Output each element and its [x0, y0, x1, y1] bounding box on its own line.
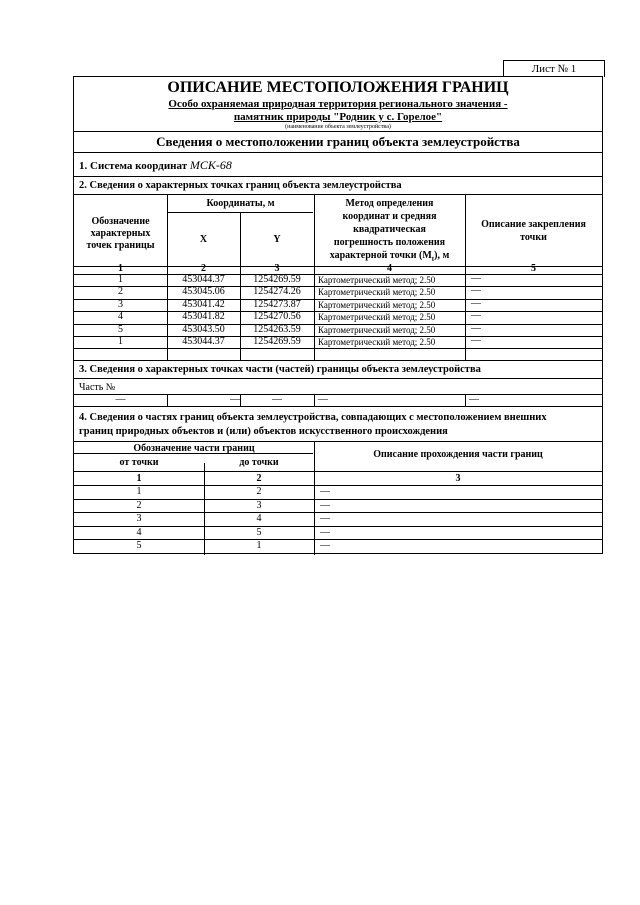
to-point: 4	[256, 513, 262, 524]
col-method-header: Метод определения координат и средняя квадратическая погрешность положения характерной точки $(M_t)$, м	[329, 198, 450, 263]
point-id: 2	[118, 286, 123, 298]
column-number: 5	[531, 263, 536, 274]
coord-y: 1254274.26	[253, 286, 301, 298]
section4-heading: 4. Сведения о частях границ объекта землеустройства, совпадающих с местоположением внешних границ природных объектов и (или) объектов искусственного происхождения	[79, 412, 547, 437]
divider	[74, 131, 602, 132]
column-number: 2	[256, 473, 262, 484]
to-point: 5	[256, 526, 262, 538]
col-y-header: Y	[273, 234, 281, 245]
route-desc: —	[320, 526, 330, 538]
part-label: Часть №	[79, 382, 116, 393]
section2-heading: 2. Сведения о характерных точках границ объекта землеустройства	[79, 180, 402, 191]
col-from-header: от точки	[119, 457, 159, 468]
route-desc: —	[320, 513, 330, 524]
from-point: 2	[136, 499, 142, 511]
point-id: 5	[118, 323, 123, 335]
empty-dash: —	[115, 394, 126, 405]
coord-y: 1254273.87	[253, 298, 301, 310]
coord-system-label: 1. Система координат	[79, 160, 190, 172]
coord-x: 453045.06	[182, 286, 225, 298]
col-route-header: Описание прохождения части границ	[373, 449, 543, 460]
empty-dash: —	[272, 394, 282, 405]
coord-y: 1254269.59	[253, 274, 301, 285]
method-cell: Картометрический метод; 2.50	[318, 299, 436, 310]
to-point: 3	[256, 499, 262, 511]
col-to-header: до точки	[239, 457, 279, 468]
grid-line	[167, 212, 313, 213]
coord-system-value: МСК-68	[189, 158, 232, 172]
to-point: 2	[256, 486, 262, 497]
col-x-header: X	[199, 234, 208, 245]
divider	[74, 441, 602, 442]
document-form	[73, 76, 603, 554]
grid-line	[314, 394, 315, 406]
route-desc: —	[320, 540, 330, 551]
coord-y: 1254263.59	[253, 323, 301, 335]
divider	[74, 194, 602, 195]
sheet-number: Лист № 1	[503, 60, 605, 77]
column-number: 3	[455, 473, 461, 484]
coord-system	[79, 159, 232, 172]
coord-x: 453044.37	[182, 274, 225, 285]
object-name-line1: Особо охраняемая природная территория регионального значения -	[168, 98, 508, 110]
point-id: 3	[118, 298, 123, 310]
point-id: 1	[118, 336, 123, 347]
divider	[74, 360, 602, 361]
section3-heading: 3. Сведения о характерных точках части (частей) границы объекта землеустройства	[79, 364, 481, 375]
divider	[74, 176, 602, 177]
object-name-caption: (наименование объекта землеустройства)	[285, 124, 391, 130]
column-number: 1	[136, 473, 142, 484]
coord-x: 453041.82	[182, 311, 225, 323]
empty-dash: —	[318, 394, 328, 405]
method-cell: Картометрический метод; 2.50	[318, 287, 436, 298]
method-cell: Картометрический метод; 2.50	[318, 275, 436, 285]
coord-y: 1254269.59	[253, 336, 301, 347]
from-point: 3	[136, 513, 142, 524]
route-desc: —	[320, 486, 330, 497]
from-point: 4	[136, 526, 142, 538]
grid-line	[74, 348, 602, 349]
coord-x: 453041.42	[182, 298, 225, 310]
grid-line	[74, 471, 602, 472]
object-name-line2: памятник природы "Родник у с. Горелое"	[233, 111, 443, 123]
divider	[74, 152, 602, 153]
column-number: 2	[201, 263, 206, 274]
method-cell: Картометрический метод; 2.50	[318, 324, 436, 335]
point-id: 1	[118, 274, 123, 285]
to-point: 1	[256, 540, 262, 551]
col-point-header: Обозначение характерных точек границы	[86, 216, 155, 251]
coord-x: 453044.37	[182, 336, 225, 347]
column-number: 4	[387, 263, 392, 274]
document-title: ОПИСАНИЕ МЕСТОПОЛОЖЕНИЯ ГРАНИЦ	[167, 79, 509, 96]
fixing-desc: —	[471, 322, 481, 334]
empty-dash: —	[230, 394, 240, 405]
coord-x: 453043.50	[182, 323, 225, 335]
col-coords-header: Координаты, м	[206, 198, 275, 209]
from-point: 1	[136, 486, 142, 497]
fixing-desc: —	[471, 285, 481, 297]
divider	[74, 378, 602, 379]
fixing-desc: —	[471, 297, 481, 309]
method-cell: Картометрический метод; 2.50	[318, 312, 436, 323]
divider	[74, 406, 602, 407]
column-number: 3	[274, 263, 280, 274]
coord-y: 1254270.56	[253, 311, 301, 323]
method-cell: Картометрический метод; 2.50	[318, 337, 436, 347]
grid-line	[465, 394, 466, 406]
fixing-desc: —	[471, 273, 481, 284]
column-number: 1	[118, 263, 123, 274]
col-parts-header: Обозначение части границ	[133, 443, 255, 454]
point-id: 4	[118, 311, 123, 323]
col-desc-header: Описание закрепления точки	[481, 219, 586, 243]
fixing-desc: —	[471, 310, 481, 322]
fixing-desc: —	[471, 335, 481, 346]
main-heading: Сведения о местоположении границ объекта землеустройства	[156, 134, 520, 149]
route-desc: —	[320, 499, 330, 511]
from-point: 5	[136, 540, 142, 551]
empty-dash: —	[469, 394, 479, 405]
